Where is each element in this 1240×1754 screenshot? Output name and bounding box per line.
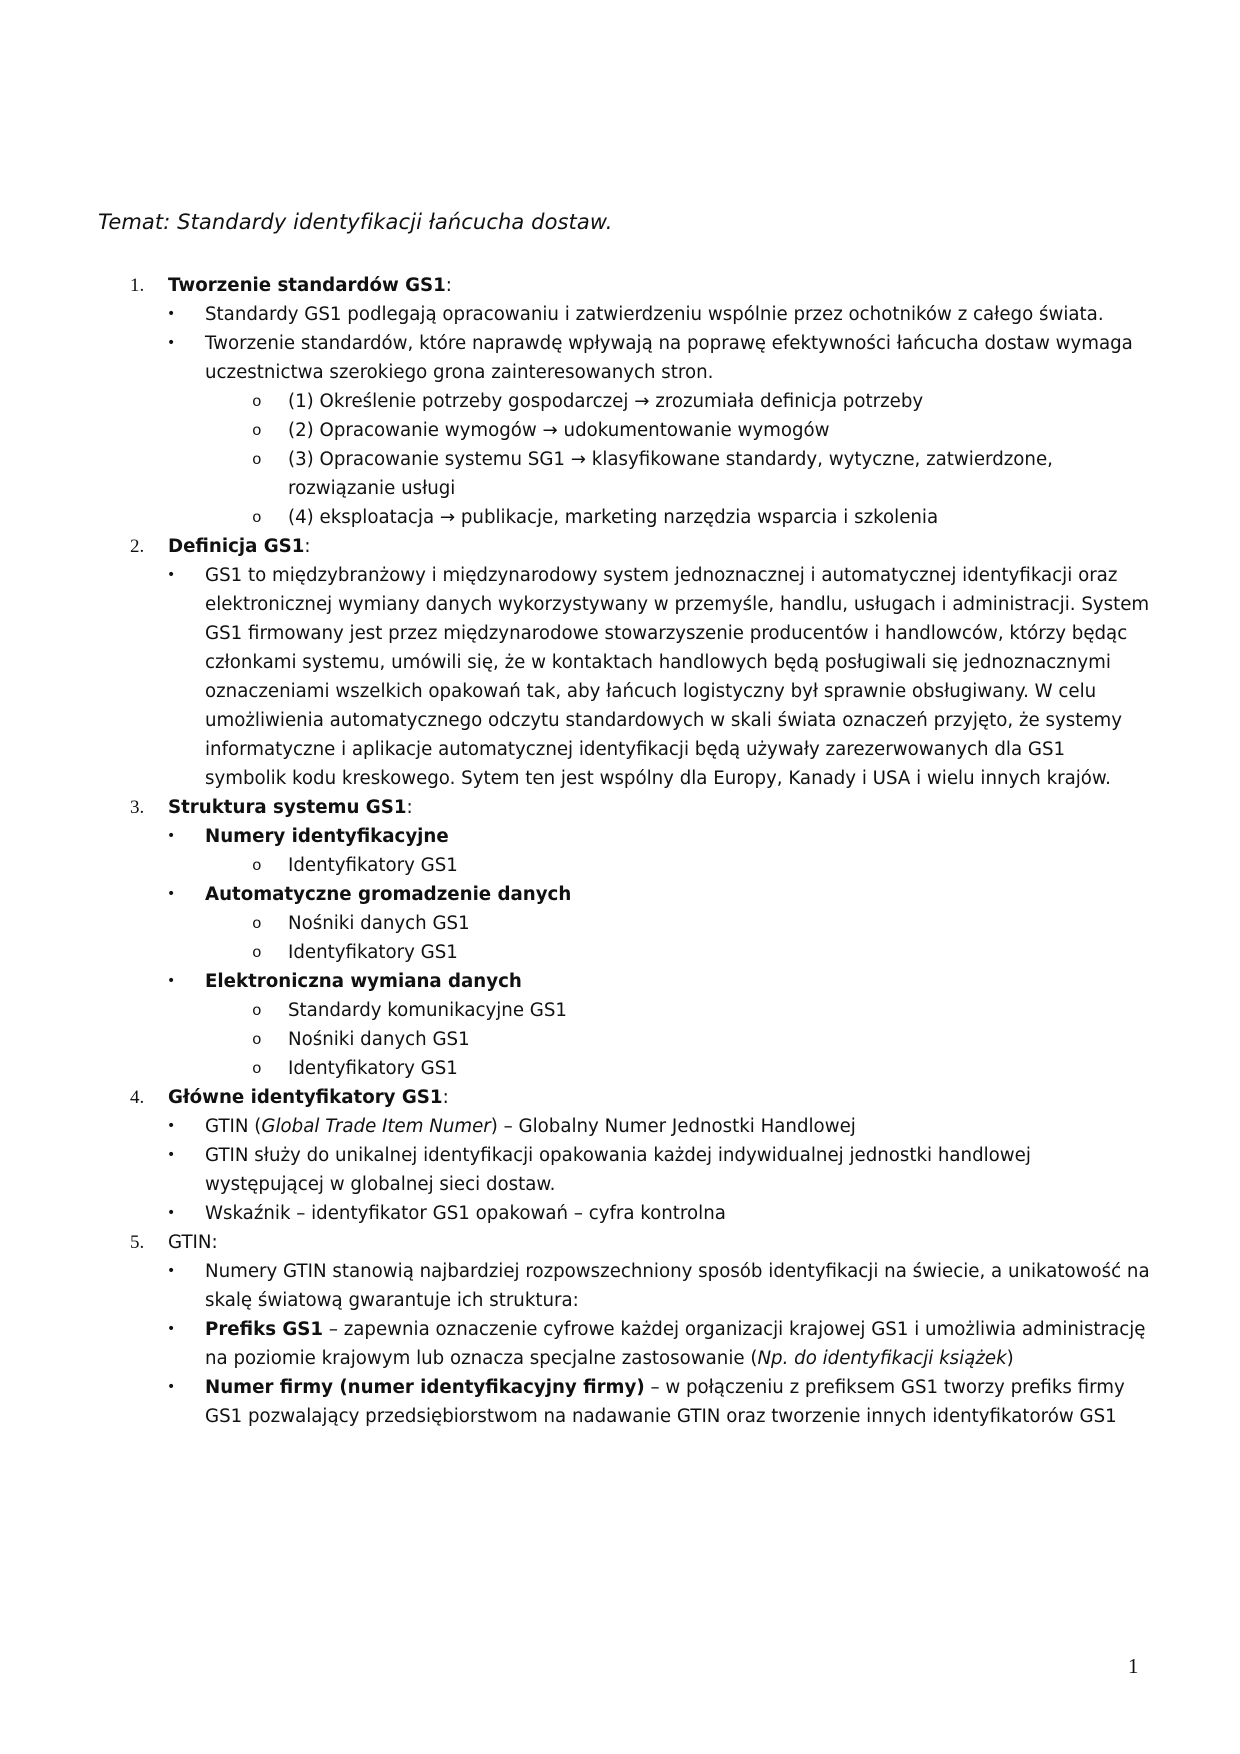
document-title: Temat: Standardy identyfikacji łańcucha dostaw.	[98, 210, 613, 234]
circle-bullet-icon: o	[252, 1002, 262, 1020]
list-item-text: Tworzenie standardów, które naprawdę wpływają na poprawę efektywności łańcucha dostaw wymaga uczestnictwa szerokiego grona zainteresowanych stron.	[205, 333, 1133, 383]
circle-bullet-icon: o	[252, 1031, 262, 1049]
heading-colon: :	[304, 536, 311, 557]
list-item	[167, 1373, 1150, 1431]
bullet-icon: •	[167, 886, 176, 902]
section-number: 5.	[130, 1232, 145, 1253]
list-item-text: GTIN (	[205, 1116, 262, 1137]
sub-list-item-text: Standardy komunikacyjne GS1	[288, 1000, 568, 1021]
circle-bullet-icon: o	[252, 393, 262, 411]
circle-bullet-icon: o	[252, 915, 262, 933]
sub-list-item-text: (2) Opracowanie wymogów → udokumentowanie wymogów	[288, 420, 830, 441]
circle-bullet-icon: o	[252, 1060, 262, 1078]
sub-list-item	[252, 445, 1150, 503]
section-5	[130, 1228, 1150, 1257]
bullet-icon: •	[167, 1321, 176, 1337]
sub-list-item	[252, 416, 1150, 445]
section-heading: Tworzenie standardów GS1	[168, 275, 446, 296]
bullet-icon: •	[167, 306, 176, 322]
list-item-text: Numery GTIN stanowią najbardziej rozpowszechniony sposób identyfikacji na świecie, a unikatowość na skalę światową gwarantuje ich struktura:	[205, 1261, 1150, 1311]
bullet-list	[130, 1257, 1150, 1431]
sub-list-item-text: Nośniki danych GS1	[288, 1029, 470, 1050]
circle-bullet-icon: o	[252, 422, 262, 440]
list-item-text: GS1 to międzybranżowy i międzynarodowy system jednoznacznej i automatycznej identyfikacji oraz elektronicznej wymiany danych wykorzystywany w przemyśle, handlu, usługach i administracji. System GS1 firmowany jest przez międzynarodowe stowarzyszenie producentów i handlowców, którzy będąc członkami systemu, umówili się, że w kontaktach handlowych będą posługiwali się jednoznacznymi oznaczeniami wszelkich opakowań tak, aby łańcuch logistyczny był sprawnie obsługiwany. W celu umożliwienia automatycznego odczytu standardowych w skali świata oznaczeń przyjęto, że systemy informatyczne i aplikacje automatycznej identyfikacji będą używały zarezerwowanych dla GS1 symbolik kodu kreskowego. Sytem ten jest wspólny dla Europy, Kanady i USA i wielu innych krajów.	[205, 565, 1150, 789]
bullet-icon: •	[167, 1205, 176, 1221]
heading-colon: :	[406, 797, 413, 818]
list-item-text: – zapewnia oznaczenie cyfrowe każdej organizacji krajowej GS1 i umożliwia administrację na poziomie krajowym lub oznacza specjalne zastosowanie (	[205, 1319, 1146, 1369]
list-item-text: Numery identyfikacyjne	[205, 826, 449, 847]
list-item	[167, 1199, 1150, 1228]
section-number: 2.	[130, 536, 145, 557]
bullet-icon: •	[167, 1118, 176, 1134]
circle-bullet-icon: o	[252, 451, 262, 469]
document-body	[130, 271, 1150, 1431]
heading-colon: :	[211, 1232, 218, 1253]
section-heading: GTIN	[168, 1232, 212, 1253]
sub-list	[205, 851, 1150, 880]
circle-bullet-icon: o	[252, 509, 262, 527]
sub-list	[205, 387, 1150, 532]
sub-list-item	[252, 387, 1150, 416]
circle-bullet-icon: o	[252, 857, 262, 875]
list-item	[167, 1257, 1150, 1315]
sub-list-item	[252, 503, 1150, 532]
list-item	[167, 300, 1150, 329]
list-item-bold: Numer firmy (numer identyfikacyjny firmy)	[205, 1377, 645, 1398]
sub-list-item-text: (4) eksploatacja → publikacje, marketing narzędzia wsparcia i szkolenia	[288, 507, 939, 528]
bullet-list	[130, 561, 1150, 793]
section-number: 3.	[130, 797, 145, 818]
list-item-text: GTIN służy do unikalnej identyfikacji opakowania każdej indywidualnej jednostki handlowej występującej w globalnej sieci dostaw.	[205, 1145, 1031, 1195]
list-item-text: Automatyczne gromadzenie danych	[205, 884, 572, 905]
sub-list-item-text: (1) Określenie potrzeby gospodarczej → zrozumiała definicja potrzeby	[288, 391, 924, 412]
section-number: 1.	[130, 275, 145, 296]
bullet-icon: •	[167, 335, 176, 351]
sub-list-item	[252, 909, 1150, 938]
sub-list-item-text: Identyfikatory GS1	[288, 855, 458, 876]
sub-list-item-text: Nośniki danych GS1	[288, 913, 470, 934]
section-number: 4.	[130, 1087, 145, 1108]
sub-list-item	[252, 851, 1150, 880]
list-item	[167, 1112, 1150, 1141]
section-heading: Struktura systemu GS1	[168, 797, 407, 818]
bullet-list	[130, 300, 1150, 532]
section-1	[130, 271, 1150, 300]
bullet-icon: •	[167, 1263, 176, 1279]
list-item-text: )	[1006, 1348, 1014, 1369]
heading-colon: :	[445, 275, 452, 296]
sub-list-item-text: (3) Opracowanie systemu SG1 → klasyfikowane standardy, wytyczne, zatwierdzone, rozwiązanie usługi	[288, 449, 1053, 499]
list-item-text: Wskaźnik – identyfikator GS1 opakowań – cyfra kontrolna	[205, 1203, 726, 1224]
sub-list-item-text: Identyfikatory GS1	[288, 1058, 458, 1079]
bullet-icon: •	[167, 828, 176, 844]
sub-list-item	[252, 1025, 1150, 1054]
list-item	[167, 880, 1150, 967]
list-item	[167, 1315, 1150, 1373]
bullet-list	[130, 1112, 1150, 1228]
heading-colon: :	[442, 1087, 449, 1108]
list-item	[167, 561, 1150, 793]
section-3	[130, 793, 1150, 822]
bullet-icon: •	[167, 1379, 176, 1395]
section-4	[130, 1083, 1150, 1112]
list-item-text: Elektroniczna wymiana danych	[205, 971, 522, 992]
list-item-text: ) – Globalny Numer Jednostki Handlowej	[490, 1116, 856, 1137]
list-item-bold: Prefiks GS1	[205, 1319, 324, 1340]
section-heading: Definicja GS1	[168, 536, 305, 557]
bullet-list	[130, 822, 1150, 1083]
bullet-icon: •	[167, 973, 176, 989]
list-item	[167, 967, 1150, 1083]
bullet-icon: •	[167, 567, 176, 583]
sub-list-item-text: Identyfikatory GS1	[288, 942, 458, 963]
list-item-text: – w połączeniu z prefiksem GS1 tworzy prefiks firmy GS1 pozwalający przedsiębiorstwom na nadawanie GTIN oraz tworzenie innych identyfikatorów GS1	[205, 1377, 1125, 1427]
section-2	[130, 532, 1150, 561]
sub-list	[205, 996, 1150, 1083]
sub-list-item	[252, 1054, 1150, 1083]
list-item-text: Standardy GS1 podlegają opracowaniu i zatwierdzeniu wspólnie przez ochotników z całego świata.	[205, 304, 1104, 325]
page-number: 1	[1128, 1654, 1139, 1678]
sub-list-item	[252, 996, 1150, 1025]
list-item-italic: Global Trade Item Numer	[261, 1116, 491, 1137]
sub-list-item	[252, 938, 1150, 967]
list-item-italic: Np. do identyfikacji książek	[757, 1348, 1007, 1369]
circle-bullet-icon: o	[252, 944, 262, 962]
list-item	[167, 1141, 1150, 1199]
sub-list	[205, 909, 1150, 967]
list-item	[167, 822, 1150, 880]
section-heading: Główne identyfikatory GS1	[168, 1087, 443, 1108]
bullet-icon: •	[167, 1147, 176, 1163]
list-item	[167, 329, 1150, 532]
